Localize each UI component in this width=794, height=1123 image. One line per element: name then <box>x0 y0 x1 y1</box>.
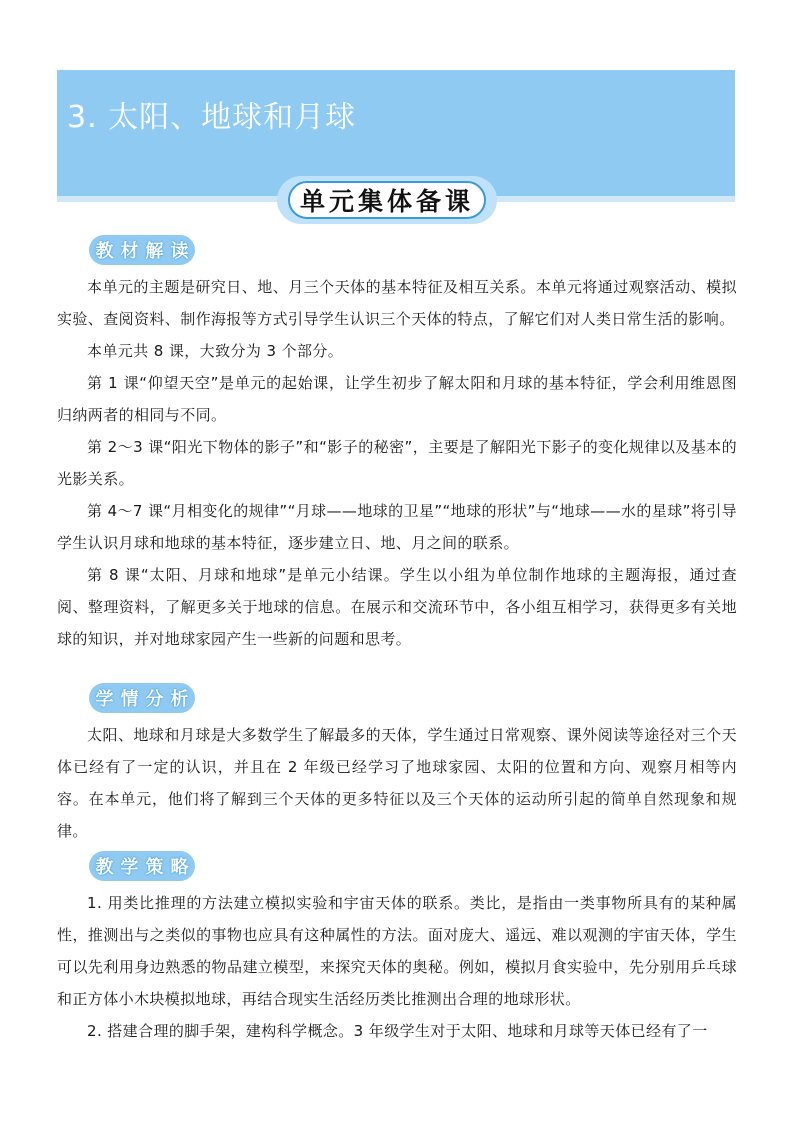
banner-text: 单元集体备课 <box>299 187 474 216</box>
paragraph: 第 1 课“仰望天空”是单元的起始课，让学生初步了解太阳和月球的基本特征，学会利用维恩图归纳两者的相同与不同。 <box>57 374 737 424</box>
unit-title: 3. 太阳、地球和月球 <box>67 100 357 135</box>
paragraph: 第 2～3 课“阳光下物体的影子”和“影子的秘密”，主要是了解阳光下影子的变化规律以及基本的光影关系。 <box>57 438 737 488</box>
badge-teaching-strategy <box>89 851 195 881</box>
paragraph: 第 4～7 课“月相变化的规律”“月球——地球的卫星”“地球的形状”与“地球——水的星球”将引导学生认识月球和地球的基本特征，逐步建立日、地、月之间的联系。 <box>57 502 737 552</box>
paragraph: 本单元的主题是研究日、地、月三个天体的基本特征及相互关系。本单元将通过观察活动、模拟实验、查阅资料、制作海报等方式引导学生认识三个天体的特点，了解它们对人类日常生活的影响。 <box>57 278 737 328</box>
badge-textbook-analysis <box>89 235 195 265</box>
paragraph: 第 8 课“太阳、月球和地球”是单元小结课。学生以小组为单位制作地球的主题海报，通过查阅、整理资料，了解更多关于地球的信息。在展示和交流环节中，各小组互相学习，获得更多有关地球的知识，并对地球家园产生一些新的问题和思考。 <box>57 566 737 648</box>
banner <box>288 181 486 219</box>
section-student-analysis <box>57 719 737 847</box>
paragraph: 太阳、地球和月球是大多数学生了解最多的天体，学生通过日常观察、课外阅读等途径对三个天体已经有了一定的认识，并且在 2 年级已经学习了地球家园、太阳的位置和方向、观察月相等内容。在本单元，他们将了解到三个天体的更多特征以及三个天体的运动所引起的简单自然现象和规律。 <box>57 726 737 840</box>
badge-text: 教材解读 <box>95 241 196 262</box>
section-textbook-analysis <box>57 271 737 655</box>
badge-text: 学情分析 <box>95 689 196 710</box>
badge-text: 教学策略 <box>95 857 196 878</box>
section-teaching-strategy <box>57 887 737 1047</box>
badge-student-analysis <box>89 683 195 713</box>
paragraph: 1. 用类比推理的方法建立模拟实验和宇宙天体的联系。类比，是指由一类事物所具有的某种属性，推测出与之类似的事物也应具有这种属性的方法。面对庞大、遥远、难以观测的宇宙天体，学生可以先利用身边熟悉的物品建立模型，来探究天体的奥秘。例如，模拟月食实验中，先分别用乒乓球和正方体小木块模拟地球，再结合现实生活经历类比推测出合理的地球形状。 <box>57 894 737 1008</box>
paragraph: 本单元共 8 课，大致分为 3 个部分。 <box>87 342 344 360</box>
paragraph: 2. 搭建合理的脚手架，建构科学概念。3 年级学生对于太阳、地球和月球等天体已经有了一 <box>87 1022 708 1040</box>
